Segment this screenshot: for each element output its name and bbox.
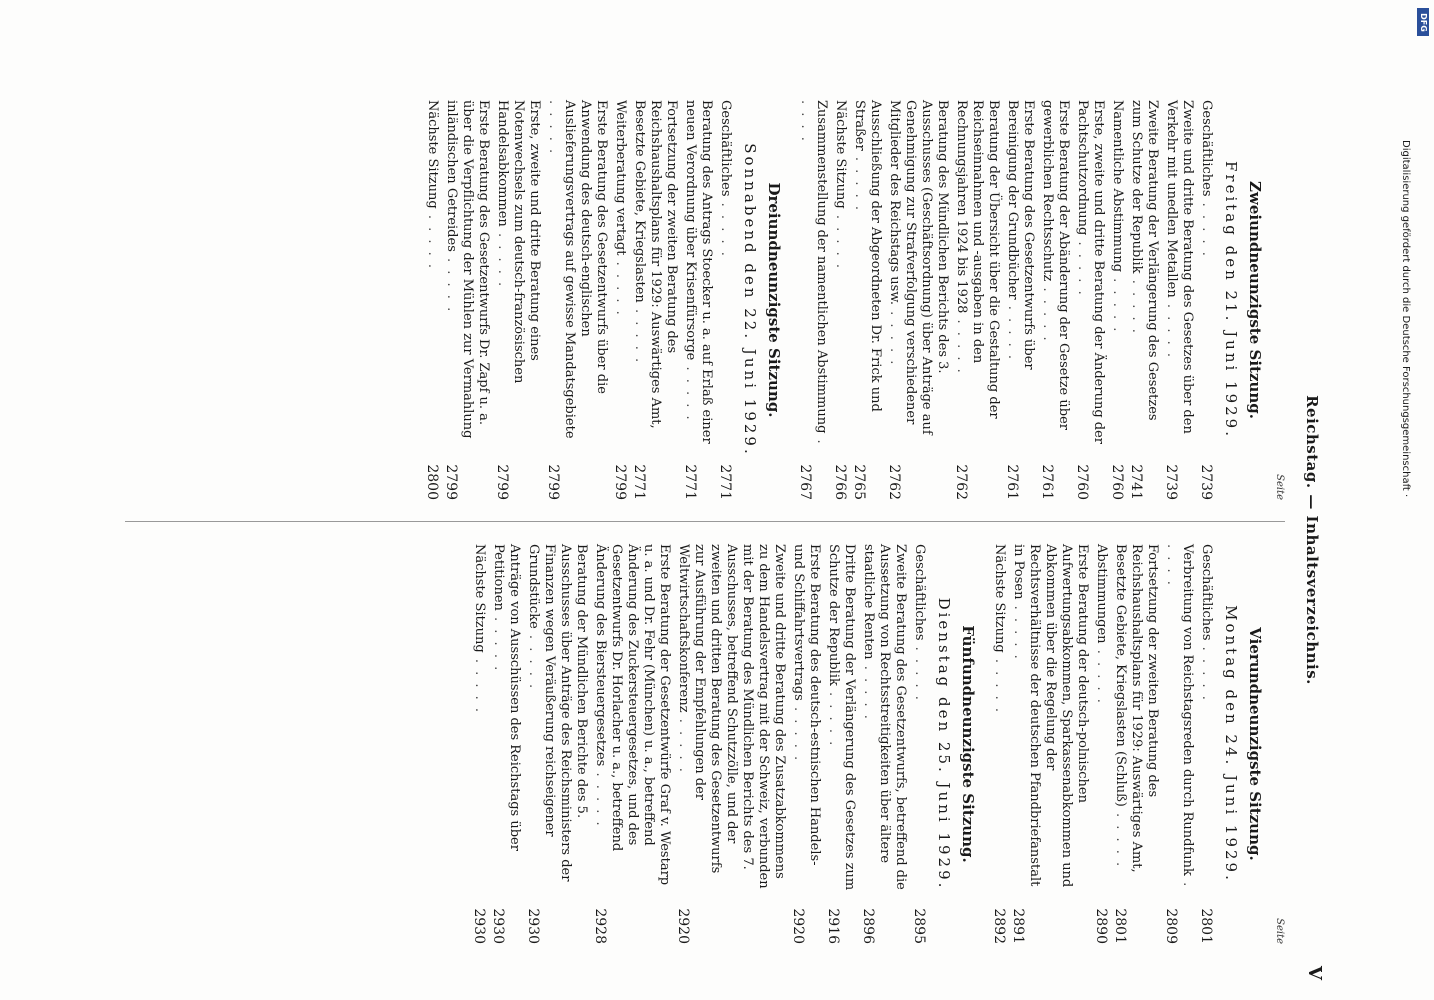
toc-entry <box>860 544 908 944</box>
toc-entry <box>1128 100 1160 500</box>
leader-dots: . . . . . <box>1199 196 1214 258</box>
toc-entry-text <box>490 544 522 900</box>
toc-entry <box>717 100 733 500</box>
toc-entry-text <box>825 544 857 900</box>
toc-entry-text <box>790 544 822 900</box>
session-title: Zweiundneunzigste Sitzung. <box>1246 180 1264 419</box>
digitization-note-text: Digitalisierung gefördert durch die Deutsche Forschungsgemeinschaft · <box>1400 140 1411 498</box>
toc-entry-page: 2760 <box>1109 464 1125 500</box>
toc-entry-text <box>592 544 672 900</box>
toc-entry-label: Weiterberatung vertagt <box>613 100 628 256</box>
leader-dots: . . . . . <box>1113 806 1128 869</box>
toc-entry <box>1163 544 1195 944</box>
toc-entry-text <box>424 100 440 456</box>
toc-entry-label: Geschäftliches <box>1199 544 1214 641</box>
session-title: Dreiundneunzigste Sitzung. <box>765 182 783 418</box>
toc-entry-label: Nächste Sitzung <box>472 544 487 653</box>
toc-entry-page: 2920 <box>790 908 806 944</box>
toc-entry-label: Zusammenstellung der namentlichen Abstimmung <box>814 100 829 434</box>
toc-entry-text <box>717 100 733 456</box>
toc-entry-label: Erste Beratung des Gesetzentwurfs über die Anwendung des deutsch-englischen Auslieferungsvertrags auf gewisse Mandatsgebiete <box>562 100 609 439</box>
leader-dots: . . . . . <box>491 610 506 673</box>
toc-entry <box>545 100 609 500</box>
toc-entry-label: Zweite Beratung des Gesetzentwurfs, betreffend die Aussetzung von Rechtsstreitigkeiten über ältere staatliche Renten <box>861 544 908 890</box>
toc-entry <box>953 100 1001 500</box>
toc-entry-page: 2892 <box>991 908 1007 944</box>
leader-dots: . . . . . <box>1129 273 1144 335</box>
toc-entry-text <box>1093 544 1109 900</box>
toc-entry <box>790 544 822 944</box>
toc-entry-label: Ausschließung der Abgeordneten Dr. Frick und Straßer <box>852 100 883 412</box>
dfg-logo <box>1417 8 1429 36</box>
leader-dots: . . . . . <box>546 100 561 156</box>
toc-entry <box>797 100 829 500</box>
toc-entry-text <box>1010 544 1090 900</box>
toc-entry-page: 2809 <box>1163 908 1179 944</box>
toc-entry-label: Erste, zweite und dritte Beratung der Änderung der Pachtschutzordnung <box>1075 100 1106 445</box>
toc-entry <box>424 100 440 500</box>
toc-entry-text <box>991 544 1007 900</box>
toc-entry-label: Zweite und dritte Beratung des Zusatzabkommens zu dem Handelsvertrag mit der Schweiz, verbunden mit der Beratung des Mündlichen Berichts des 7. Ausschusses, betreffend Schutzzölle, und der zweiten und dritten Beratung des Gesetzentwurfs zur Ausführung der Empfehlungen der Weltwirtschaftskonferenz <box>676 544 787 889</box>
toc-entry <box>825 544 857 944</box>
toc-entry-label: Zweite und dritte Beratung des Gesetzes über den Verkehr mit unedlen Metallen <box>1164 100 1195 434</box>
toc-entry-page: 2890 <box>1093 908 1109 944</box>
digitization-note <box>1397 140 1409 940</box>
toc-entry-text <box>545 100 609 456</box>
toc-entry-page: 2800 <box>424 464 440 500</box>
session-date: Montag den 24. Juni 1929. <box>1222 605 1240 883</box>
toc-entry-text <box>1198 100 1214 456</box>
leader-dots: . . . . . <box>861 659 876 721</box>
toc-entry-label: Verbreitung von Reichstagsreden durch Rundfunk <box>1180 544 1195 876</box>
toc-entry-text <box>1039 100 1071 456</box>
toc-entry-page: 2762 <box>886 464 902 500</box>
toc-entry-page: 2801 <box>1198 908 1214 944</box>
toc-entry <box>1198 100 1214 500</box>
toc-entry-label: Nächste Sitzung <box>992 544 1007 653</box>
toc-entry-text <box>682 100 714 456</box>
toc-entry-label: Beratung des Mündlichen Berichts des 3. Ausschusses (Geschäftsordnung) über Anträge auf Genehmigung zur Strafverfolgung verschiedener Mitglieder des Reichstags usw. <box>887 100 950 435</box>
right-column <box>457 544 1285 944</box>
toc-entry-label: Anträge von Ausschüssen des Reichstags über Petitionen <box>491 544 522 851</box>
leader-dots: . . . . . <box>833 208 848 271</box>
toc-entry-page: 2930 <box>490 908 506 944</box>
toc-entry-page: 2739 <box>1163 464 1179 500</box>
session-title: Fünfundneunzigste Sitzung. <box>959 625 977 863</box>
toc-entry-page: 2896 <box>860 908 876 944</box>
leader-dots: . . . . . <box>1110 272 1125 334</box>
toc-entry <box>471 544 487 944</box>
toc-entry-label: Dritte Beratung der Verlängerung des Gesetzes zum Schutze der Republik <box>826 544 857 891</box>
toc-entry <box>494 100 542 500</box>
leader-dots: . . . . . <box>826 685 841 748</box>
toc-entry-text <box>1112 544 1160 900</box>
toc-entry-text <box>797 100 829 456</box>
toc-entry-page: 2741 <box>1128 464 1144 500</box>
leader-dots: . . . . . <box>1040 281 1055 343</box>
toc-entry-text <box>1109 100 1125 456</box>
toc-entry-text <box>631 100 679 456</box>
leader-dots: . . . . . <box>593 766 608 828</box>
leader-dots: . . . . . <box>1199 640 1214 702</box>
leader-dots: . . . . . <box>526 628 541 691</box>
toc-entry-label: Beratung des Antrags Stoecker u. a. auf Erlaß einer neuen Verordnung über Krisenfürsorge <box>683 100 714 444</box>
toc-entry-text <box>832 100 848 456</box>
toc-entry-text <box>1163 544 1195 900</box>
toc-entry-text <box>911 544 927 900</box>
toc-entry-page: 2762 <box>953 464 969 500</box>
toc-entry <box>1093 544 1109 944</box>
toc-entry-text <box>494 100 542 456</box>
seite-label: Seite <box>1274 918 1285 944</box>
toc-entry-page: 2920 <box>675 908 691 944</box>
toc-entry <box>612 100 628 500</box>
toc-entry <box>886 100 950 500</box>
toc-entry-text <box>675 544 787 900</box>
toc-entry-page: 2761 <box>1039 464 1055 500</box>
toc-entry-text <box>851 100 883 456</box>
leader-dots: . . . . . <box>1164 544 1195 889</box>
toc-entry <box>1010 544 1090 944</box>
leader-dots: . . . . . <box>683 360 698 422</box>
leader-dots: . . . . . <box>472 652 487 715</box>
leader-dots: . . . . . <box>1094 643 1109 705</box>
toc-entry-page: 2916 <box>825 908 841 944</box>
session-section <box>797 100 1264 500</box>
page-number: V <box>1304 966 1325 980</box>
toc-entry-page: 2760 <box>1074 464 1090 500</box>
toc-entry <box>443 100 491 500</box>
toc-entry-page: 2799 <box>545 464 561 500</box>
leader-dots: . . . . . <box>887 305 902 367</box>
toc-entry-text <box>1128 100 1160 456</box>
leader-dots: . . . . . <box>791 700 806 763</box>
toc-entry-text <box>471 544 487 900</box>
leader-dots: . . . . . <box>444 251 459 314</box>
toc-entry-label: Erste Beratung der Gesetzentwürfe Graf v. Westarp u. a. und Dr. Fehr (München) u. a., betreffend Änderung des Zuckersteuergesetzes, und des Gesetzentwurfs Dr. Horlacher u. a., betreffend Änderung des Biersteuergesetzes <box>593 544 672 886</box>
toc-entry <box>631 100 679 500</box>
toc-entry-text <box>1198 544 1214 900</box>
leader-dots: . . . . . <box>1164 297 1179 360</box>
toc-entry <box>1039 100 1071 500</box>
leader-dots: . . . . . <box>613 255 628 317</box>
toc-entry-label: Beratung der Übersicht über die Gestaltung der Reichseinnahmen und -ausgaben in den Rechnungsjahren 1924 bis 1928 <box>954 100 1001 419</box>
toc-entry-page: 2928 <box>592 908 608 944</box>
seite-label: Seite <box>1274 474 1285 500</box>
toc-entry-label: Erste Beratung des Gesetzentwurfs über Bereinigung der Grundbücher <box>1005 100 1036 370</box>
toc-entry-label: Zweite Beratung der Verlängerung des Gesetzes zum Schutze der Republik <box>1129 100 1160 421</box>
toc-entry-text <box>1163 100 1195 456</box>
toc-entry-label: Erste, zweite und dritte Beratung eines Notenwechsels zum deutsch-französischen Handelsabkommen <box>495 100 542 384</box>
toc-entry <box>1163 100 1195 500</box>
toc-entry <box>851 100 883 500</box>
toc-entry <box>592 544 672 944</box>
column-divider <box>125 521 1285 522</box>
toc-entry-text <box>860 544 908 900</box>
leader-dots: . . . . . <box>676 712 691 774</box>
toc-entry-label: Geschäftliches <box>1199 100 1214 197</box>
leader-dots: . . . . . <box>912 640 927 702</box>
toc-entry-page: 2767 <box>797 464 813 500</box>
leader-dots: . . . . . <box>495 226 510 289</box>
leader-dots: . . . . . <box>718 196 733 258</box>
toc-entry <box>1004 100 1036 500</box>
toc-entry <box>1074 100 1106 500</box>
toc-entry-page: 2761 <box>1004 464 1020 500</box>
toc-entry <box>1112 544 1160 944</box>
toc-entry-page: 2739 <box>1198 464 1214 500</box>
session-section <box>424 100 783 500</box>
toc-entry-page: 2771 <box>682 464 698 500</box>
toc-entry-label: Geschäftliches <box>912 544 927 641</box>
toc-entry-label: Erste Beratung der Abänderung der Gesetze über gewerblichen Rechtsschutz <box>1040 100 1071 430</box>
page-header <box>1295 100 1325 980</box>
toc-entry-label: Nächste Sitzung <box>833 100 848 209</box>
session-date: Dienstag den 25. Juni 1929. <box>935 597 953 891</box>
toc-entry-page: 2771 <box>631 464 647 500</box>
session-title: Vierundneunzigste Sitzung. <box>1246 627 1264 861</box>
toc-entry <box>911 544 927 944</box>
toc-entry-page: 2895 <box>911 908 927 944</box>
toc-entry-label: Fortsetzung der zweiten Beratung des Reichshaushaltsplans für 1929: Auswärtiges Amt, Besetzte Gebiete, Kriegslasten <box>632 100 679 429</box>
toc-entry-page: 2801 <box>1112 908 1128 944</box>
toc-entry-label: Erste Beratung des deutsch-estnischen Handels- und Schiffahrtsvertrags <box>791 544 822 866</box>
leader-dots: . . . . . <box>992 652 1007 715</box>
toc-entry-text <box>1074 100 1106 456</box>
toc-entry-text <box>1004 100 1036 456</box>
toc-entry <box>991 544 1007 944</box>
toc-entry-label: Namentliche Abstimmung <box>1110 100 1125 273</box>
toc-entry-page: 2766 <box>832 464 848 500</box>
toc-entry-text <box>525 544 589 900</box>
toc-entry-label: Fortsetzung der zweiten Beratung des Reichshaushaltsplans für 1929: Auswärtiges Amt, Besetzte Gebiete, Kriegslasten (Schluß) <box>1113 544 1160 873</box>
toc-entry-text <box>953 100 1001 456</box>
dfg-logo-text: DFG <box>1418 12 1428 32</box>
toc-entry-text <box>443 100 491 456</box>
toc-entry-page: 2799 <box>443 464 459 500</box>
leader-dots: . . . . . <box>425 208 440 271</box>
toc-entry-page: 2930 <box>471 908 487 944</box>
rotated-document-page <box>110 100 1325 980</box>
toc-entry-label: Geschäftliches <box>718 100 733 197</box>
session-section <box>471 544 977 944</box>
session-section <box>991 544 1264 944</box>
leader-dots: . . . . . <box>798 100 829 446</box>
leader-dots: . . . . . <box>1011 599 1026 661</box>
toc-entry-page: 2799 <box>612 464 628 500</box>
toc-entry-label: Beratung der Mündlichen Berichte des 5. Ausschusses über Anträge des Reichsministers der Finanzen wegen Veräußerung reichseigener Grundstücke <box>526 544 589 882</box>
left-column <box>410 100 1285 500</box>
leader-dots: . . . . . <box>1075 235 1090 297</box>
toc-entry <box>1198 544 1214 944</box>
running-title: Reichstag. — Inhaltsverzeichnis. <box>1303 395 1321 685</box>
toc-entry-label: Erste Beratung des Gesetzentwurfs Dr. Zapf u. a. über die Verpflichtung der Mühlen zur Vermahlung inländischen Getreides <box>444 100 491 439</box>
toc-entry <box>490 544 522 944</box>
toc-entry-page: 2799 <box>494 464 510 500</box>
toc-entry <box>1109 100 1125 500</box>
toc-entry <box>525 544 589 944</box>
toc-entry <box>675 544 787 944</box>
toc-entry <box>832 100 848 500</box>
leader-dots: . . . . . <box>852 150 867 213</box>
toc-entry <box>682 100 714 500</box>
toc-entry-label: Erste Beratung der deutsch-polnischen Aufwertungsabkommen, Sparkassenabkommen und Abkommen über die Regelung der Rechtsverhältnisse der deutschen Pfandbriefanstalt in Posen <box>1011 544 1090 888</box>
toc-entry-page: 2930 <box>525 908 541 944</box>
leader-dots: . . . . . <box>954 313 969 375</box>
session-date: Sonnabend den 22. Juni 1929. <box>741 143 759 457</box>
leader-dots: . . . . . <box>632 302 647 365</box>
leader-dots: . . . . . <box>1005 299 1020 361</box>
toc-entry-page: 2771 <box>717 464 733 500</box>
toc-entry-text <box>886 100 950 456</box>
toc-entry-page: 2765 <box>851 464 867 500</box>
session-date: Freitag den 21. Juni 1929. <box>1222 161 1240 439</box>
toc-entry-text <box>612 100 628 456</box>
toc-entry-label: Nächste Sitzung <box>425 100 440 209</box>
toc-entry-label: Abstimmungen <box>1094 544 1109 644</box>
toc-entry-page: 2891 <box>1010 908 1026 944</box>
